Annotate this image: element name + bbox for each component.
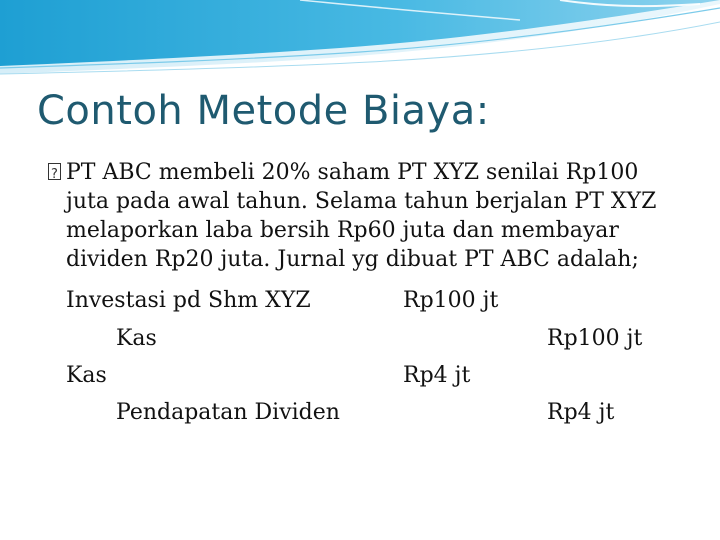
missing-glyph-bullet-icon — [48, 163, 61, 180]
journal-account-kas-debit: Kas — [66, 363, 107, 388]
paragraph-line-4: dividen Rp20 juta. Jurnal yg dibuat PT ABC adalah; — [66, 247, 639, 272]
slide-title: Contoh Metode Biaya: — [37, 88, 490, 134]
paragraph-line-3: melaporkan laba bersih Rp60 juta dan membayar — [66, 218, 619, 243]
journal-credit-pendapatan-dividen: Rp4 jt — [547, 400, 615, 425]
header-wave-decoration — [0, 0, 720, 90]
paragraph-line-1: PT ABC membeli 20% saham PT XYZ senilai Rp100 — [66, 160, 639, 185]
journal-account-investasi: Investasi pd Shm XYZ — [66, 288, 311, 313]
journal-credit-kas: Rp100 jt — [547, 326, 643, 351]
journal-debit-investasi: Rp100 jt — [403, 288, 499, 313]
journal-account-pendapatan-dividen: Pendapatan Dividen — [116, 400, 340, 425]
paragraph-line-2: juta pada awal tahun. Selama tahun berjalan PT XYZ — [66, 189, 657, 214]
slide-body — [48, 158, 688, 274]
bullet-paragraph-line — [48, 158, 688, 187]
journal-account-kas-credit: Kas — [116, 326, 157, 351]
journal-debit-kas: Rp4 jt — [403, 363, 471, 388]
